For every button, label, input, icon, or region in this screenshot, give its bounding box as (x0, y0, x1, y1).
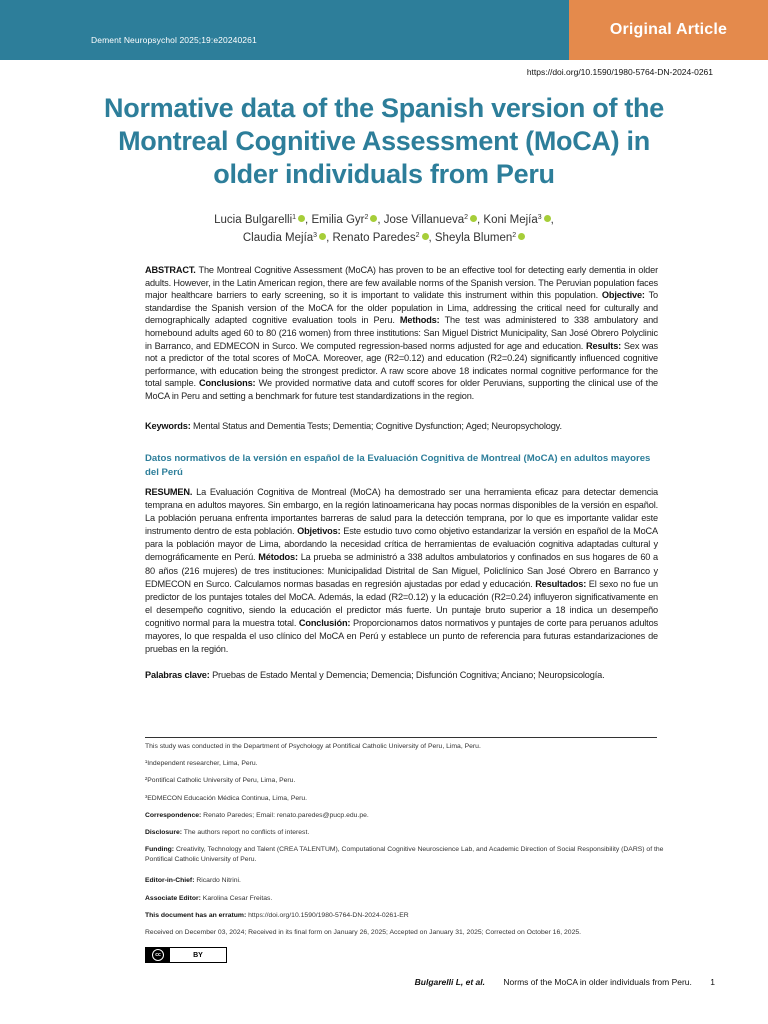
abstract: ABSTRACT. The Montreal Cognitive Assessment (MoCA) has proven to be an effective tool for detecting early dementia in older adults. However, in the Latin American region, there are few available norms of the Spanish version. The Peruvian population faces major healthcare barriers to early screening, so it is important to validate this instrument within this population. Objective: To standardise the Spanish version of the MoCA for the older population in Lima, addressing the critical need for culturally and demographically adapted cognitive evaluation tools in Peru. Methods: The test was administered to 338 ambulatory and homebound adults aged 60 to 80 (216 women) from three institutions: San Miguel District Municipality, San José Obrero Polyclinic in Barranco, and EDMECON in Surco. We computed regression-based norms adjusted for age and education. Results: Sex was not a predictor of the total scores of MoCA. Moreover, age (R2=0.12) and education (R2=0.24) significantly influenced cognitive performance, with education being the strongest predictor. A raw score above 18 indicates normal cognitive performance for the total sample. Conclusions: We provided normative data and cutoff scores for older Peruvians, supporting the clinical use of the MoCA in Peru and setting a benchmark for future test standardizations in the region. (145, 265, 659, 401)
author[interactable]: Jose Villanueva$^2$ (384, 214, 477, 226)
orcid-icon[interactable] (518, 233, 525, 240)
footnote-associate-editor: Associate Editor: Karolina Cesar Freitas. (145, 895, 273, 902)
author[interactable]: Sheyla Blumen$^2$ (435, 232, 525, 244)
author[interactable]: Emilia Gyr$^2$ (311, 214, 377, 226)
footnote-affiliation: ³EDMECON Educación Médica Continua, Lima, Peru. (145, 795, 308, 802)
orcid-icon[interactable] (370, 215, 377, 222)
palabras-clave: Palabras clave: Pruebas de Estado Mental y Demencia; Demencia; Disfunción Cognitiva; Anciano; Neuropsicología. (145, 670, 605, 680)
page-number: 1 (710, 977, 715, 987)
abstract-label: ABSTRACT. (145, 265, 196, 275)
footer-authors: Bulgarelli L, et al. (414, 977, 486, 987)
cc-by-license-badge[interactable]: cc BY (145, 947, 227, 963)
author[interactable]: Renato Paredes$^2$ (332, 232, 428, 244)
footnote-editor: Editor-in-Chief: Ricardo Nitrini. (145, 877, 241, 884)
running-footer (415, 977, 715, 987)
footnote-divider (145, 737, 657, 738)
author[interactable]: Claudia Mejía$^3$ (243, 232, 326, 244)
orcid-icon[interactable] (544, 215, 551, 222)
footnote-received: Received on December 03, 2024; Received in its final form on January 26, 2025; Accepted on January 31, 2025; Corrected on October 16, 2025. (145, 929, 582, 936)
erratum-link[interactable]: https://doi.org/10.1590/1980-5764-DN-2024-0261-ER (248, 912, 409, 919)
article-title: Normative data of the Spanish version of the Montreal Cognitive Assessment (MoCA) in older individuals from Peru (104, 93, 664, 189)
footnote-affiliation: ¹Independent researcher, Lima, Peru. (145, 760, 258, 767)
article-type-badge: Original Article (569, 0, 768, 60)
cc-icon: cc (146, 948, 170, 962)
footnote-erratum: This document has an erratum: https://doi.org/10.1590/1980-5764-DN-2024-0261-ER (145, 912, 409, 919)
orcid-icon[interactable] (422, 233, 429, 240)
orcid-icon[interactable] (470, 215, 477, 222)
author-list: Lucia Bulgarelli$^1$ , Emilia Gyr$^2$ , Jose Villanueva$^2$ , Koni Mejía$^3$ , Claudia Mejía$^3$ , Renato Paredes$^2$ , Sheyla Blumen$^2$ (214, 214, 554, 244)
footnote-correspondence: Correspondence: Renato Paredes; Email: renato.paredes@pucp.edu.pe. (145, 812, 369, 819)
spanish-title: Datos normativos de la versión en español de la Evaluación Cognitiva de Montreal (MoCA) en adultos mayores del Perú (145, 453, 651, 478)
footnote-funding: Funding: Creativity, Technology and Talent (CREA TALENTUM), Computational Cognitive Neuroscience Lab, and Academic Direction of Social Responsibility (DARS) of the Pontifical Catholic University of Peru. (145, 846, 664, 863)
footer-short-title: Norms of the MoCA in older individuals from Peru. (503, 977, 692, 987)
doi-link[interactable]: https://doi.org/10.1590/1980-5764-DN-2024-0261 (526, 67, 713, 77)
journal-reference: Dement Neuropsychol 2025;19:e20240261 (91, 35, 257, 45)
footnote-disclosure: Disclosure: The authors report no conflicts of interest. (145, 829, 310, 836)
resumen: RESUMEN. La Evaluación Cognitiva de Montreal (MoCA) ha demostrado ser una herramienta eficaz para detectar demencia temprana en adultos mayores. Sin embargo, en la región latinoamericana hay pocas normas disponibles de la versión en español. La población peruana enfrenta importantes barreras de salud para la detección temprana, por lo que es importante validar este instrumento dentro de esta población. Objetivos: Este estudio tuvo como objetivo estandarizar la versión en español de la MoCA para la población mayor de Lima, abordando la necesidad crítica de herramientas de evaluación cognitiva adaptadas cultural y demográficamente en Perú. Métodos: La prueba se administró a 338 adultos ambulatorios y confinados en sus hogares de 60 a 80 años (216 mujeres) de tres instituciones: Municipalidad Distrital de San Miguel, Policlínico San José Obrero en Barranco y EDMECON en Surco. Calculamos normas basadas en regresión ajustadas por edad y educación. Resultados: El sexo no fue un predictor de los puntajes totales del MoCA. Además, la edad (R2=0.12) y la educación (R2=0.24) influyeron significativamente en el desempeño cognitivo, siendo la educación el predictor más fuerte. Un puntaje bruto superior a 18 indica un desempeño cognitivo normal para la muestra total. Conclusión: Proporcionamos datos normativos y puntajes de corte para peruanos adultos mayores, lo que respalda el uso clínico del MoCA en Perú y establece un punto de referencia para futuras estandarizaciones de pruebas en la región. (145, 487, 658, 655)
footnote-affiliation: ²Pontifical Catholic University of Peru, Lima, Peru. (145, 777, 296, 784)
keywords: Keywords: Mental Status and Dementia Tests; Dementia; Cognitive Dysfunction; Aged; Neuropsychology. (145, 421, 562, 431)
orcid-icon[interactable] (319, 233, 326, 240)
author[interactable]: Koni Mejía$^3$ (483, 214, 550, 226)
author[interactable]: Lucia Bulgarelli$^1$ (214, 214, 305, 226)
header-bar (0, 0, 768, 60)
orcid-icon[interactable] (298, 215, 305, 222)
footnote-study: This study was conducted in the Department of Psychology at Pontifical Catholic University of Peru, Lima, Peru. (145, 743, 481, 750)
